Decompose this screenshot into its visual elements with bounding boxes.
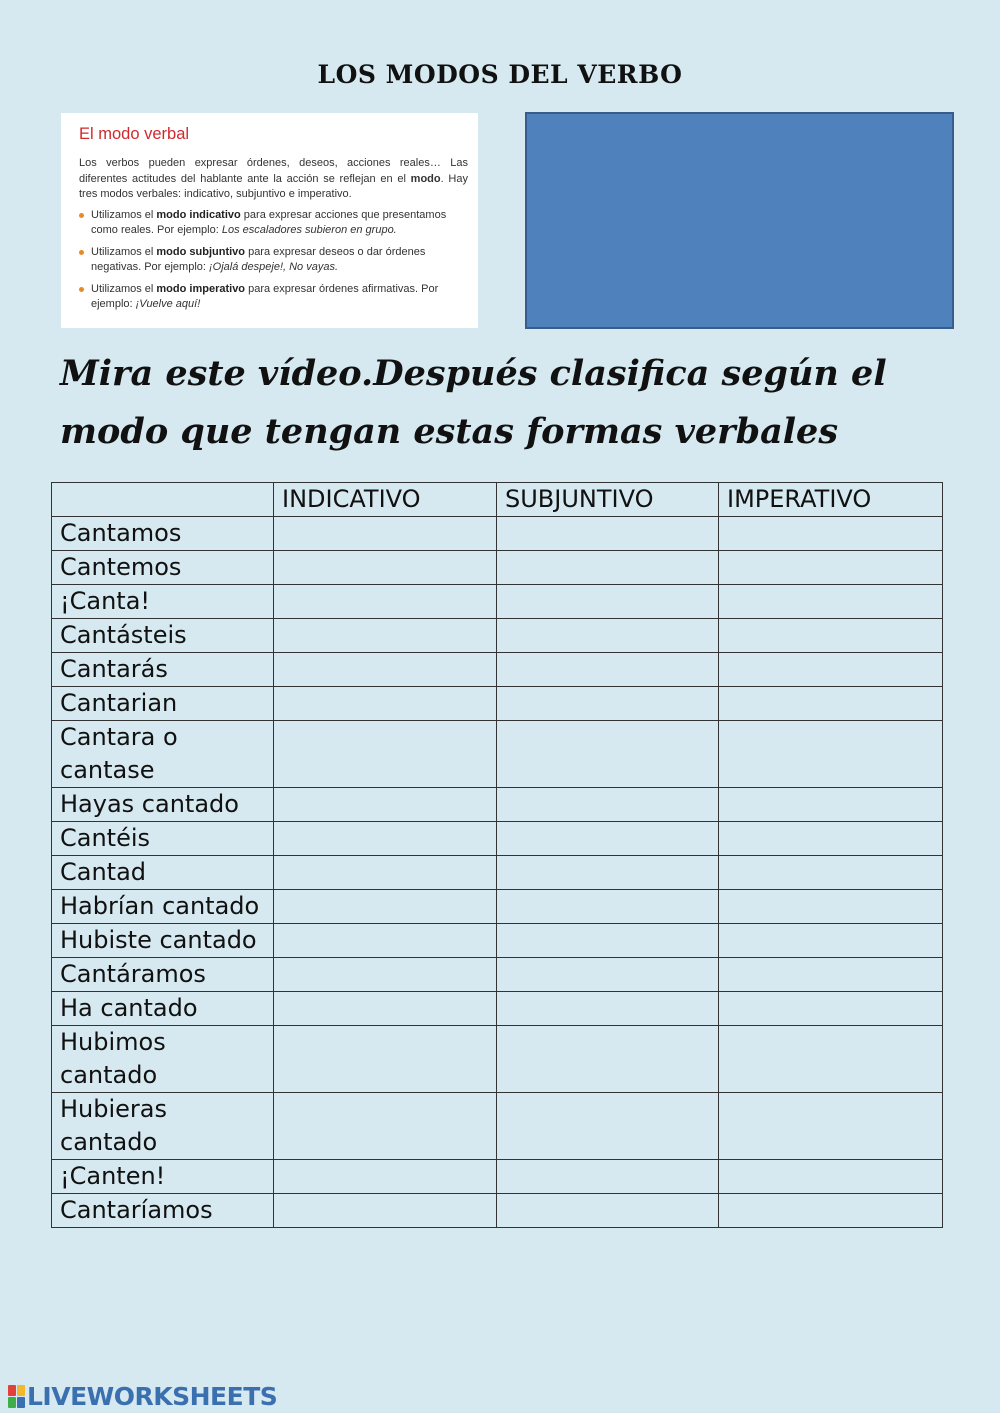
logo-square-red <box>8 1385 16 1396</box>
verb-form-cell: Cantarás <box>52 653 274 687</box>
verb-form-cell: Cantara o cantase <box>52 721 274 788</box>
table-row <box>52 585 943 619</box>
answer-cell-imperativo[interactable] <box>719 924 943 958</box>
verb-form-cell: Hayas cantado <box>52 788 274 822</box>
answer-cell-indicativo[interactable] <box>274 924 497 958</box>
table-row <box>52 517 943 551</box>
page-title: LOS MODOS DEL VERBO <box>317 60 683 89</box>
verb-form-cell: Habrían cantado <box>52 890 274 924</box>
answer-cell-imperativo[interactable] <box>719 856 943 890</box>
table-row <box>52 890 943 924</box>
header-empty <box>52 483 274 517</box>
answer-cell-subjuntivo[interactable] <box>497 788 719 822</box>
answer-cell-imperativo[interactable] <box>719 517 943 551</box>
answer-cell-subjuntivo[interactable] <box>497 1160 719 1194</box>
answer-cell-indicativo[interactable] <box>274 551 497 585</box>
info-bullet-imperativo: Utilizamos el modo imperativo para expresar órdenes afirmativas. Por ejemplo: ¡Vuelve aquí! <box>79 282 468 313</box>
answer-cell-indicativo[interactable] <box>274 1026 497 1093</box>
liveworksheets-logo <box>8 1382 277 1410</box>
verb-form-cell: Hubieras cantado <box>52 1093 274 1160</box>
answer-cell-imperativo[interactable] <box>719 585 943 619</box>
answer-cell-indicativo[interactable] <box>274 1194 497 1228</box>
answer-cell-imperativo[interactable] <box>719 653 943 687</box>
verb-form-cell: Cantarian <box>52 687 274 721</box>
table-row <box>52 1194 943 1228</box>
answer-cell-imperativo[interactable] <box>719 551 943 585</box>
verb-form-cell: Ha cantado <box>52 992 274 1026</box>
logo-square-green <box>8 1397 16 1408</box>
answer-cell-indicativo[interactable] <box>274 653 497 687</box>
table-row <box>52 551 943 585</box>
verb-form-cell: ¡Canten! <box>52 1160 274 1194</box>
answer-cell-imperativo[interactable] <box>719 1093 943 1160</box>
answer-cell-indicativo[interactable] <box>274 890 497 924</box>
logo-square-blue <box>17 1397 25 1408</box>
answer-cell-subjuntivo[interactable] <box>497 619 719 653</box>
table-row <box>52 822 943 856</box>
answer-cell-indicativo[interactable] <box>274 856 497 890</box>
answer-cell-indicativo[interactable] <box>274 585 497 619</box>
info-bullet-subjuntivo: Utilizamos el modo subjuntivo para expresar deseos o dar órdenes negativas. Por ejemplo: ¡Ojalá despeje!, No vayas. <box>79 245 468 276</box>
table-header-row <box>52 483 943 517</box>
answer-cell-indicativo[interactable] <box>274 822 497 856</box>
answer-cell-indicativo[interactable] <box>274 517 497 551</box>
table-row <box>52 788 943 822</box>
header-indicativo: INDICATIVO <box>274 483 497 517</box>
info-intro: Los verbos pueden expresar órdenes, deseos, acciones reales… Las diferentes actitudes del hablante ante la acción se reflejan en el modo. Hay tres modos verbales: indicativo, subjuntivo e imperativo. <box>79 157 468 200</box>
answer-cell-indicativo[interactable] <box>274 1093 497 1160</box>
verb-form-cell: Cantemos <box>52 551 274 585</box>
answer-cell-subjuntivo[interactable] <box>497 924 719 958</box>
verb-form-cell: Cantamos <box>52 517 274 551</box>
answer-cell-indicativo[interactable] <box>274 958 497 992</box>
verb-form-cell: Hubiste cantado <box>52 924 274 958</box>
answer-cell-indicativo[interactable] <box>274 687 497 721</box>
answer-cell-imperativo[interactable] <box>719 890 943 924</box>
logo-square-yellow <box>17 1385 25 1396</box>
table-row <box>52 721 943 788</box>
answer-cell-subjuntivo[interactable] <box>497 551 719 585</box>
answer-cell-indicativo[interactable] <box>274 721 497 788</box>
verb-form-cell: Hubimos cantado <box>52 1026 274 1093</box>
answer-cell-imperativo[interactable] <box>719 687 943 721</box>
table-row <box>52 687 943 721</box>
answer-cell-imperativo[interactable] <box>719 958 943 992</box>
table-row <box>52 1093 943 1160</box>
info-heading: El modo verbal <box>79 125 190 143</box>
header-subjuntivo: SUBJUNTIVO <box>497 483 719 517</box>
answer-cell-indicativo[interactable] <box>274 788 497 822</box>
answer-cell-imperativo[interactable] <box>719 1160 943 1194</box>
table-row <box>52 619 943 653</box>
answer-cell-imperativo[interactable] <box>719 619 943 653</box>
answer-cell-subjuntivo[interactable] <box>497 856 719 890</box>
classification-table <box>51 482 943 1228</box>
answer-cell-subjuntivo[interactable] <box>497 517 719 551</box>
answer-cell-indicativo[interactable] <box>274 619 497 653</box>
grammar-info-box <box>61 113 478 328</box>
verb-form-cell: ¡Canta! <box>52 585 274 619</box>
answer-cell-subjuntivo[interactable] <box>497 822 719 856</box>
answer-cell-imperativo[interactable] <box>719 1026 943 1093</box>
verb-form-cell: Cantáramos <box>52 958 274 992</box>
answer-cell-subjuntivo[interactable] <box>497 1093 719 1160</box>
liveworksheets-logo-icon <box>8 1385 25 1407</box>
answer-cell-subjuntivo[interactable] <box>497 653 719 687</box>
verb-form-cell: Cantásteis <box>52 619 274 653</box>
answer-cell-subjuntivo[interactable] <box>497 1194 719 1228</box>
answer-cell-imperativo[interactable] <box>719 992 943 1026</box>
answer-cell-subjuntivo[interactable] <box>497 890 719 924</box>
header-imperativo: IMPERATIVO <box>719 483 943 517</box>
answer-cell-subjuntivo[interactable] <box>497 958 719 992</box>
table-row <box>52 924 943 958</box>
video-placeholder[interactable] <box>525 112 954 329</box>
instruction-text: Mira este vídeo.Después clasifica según el modo que tengan estas formas verbales <box>60 353 887 452</box>
table-row <box>52 992 943 1026</box>
answer-cell-subjuntivo[interactable] <box>497 992 719 1026</box>
verb-form-cell: Cantéis <box>52 822 274 856</box>
logo-text: LIVEWORKSHEETS <box>27 1381 278 1411</box>
answer-cell-subjuntivo[interactable] <box>497 585 719 619</box>
answer-cell-subjuntivo[interactable] <box>497 687 719 721</box>
answer-cell-subjuntivo[interactable] <box>497 1026 719 1093</box>
answer-cell-subjuntivo[interactable] <box>497 721 719 788</box>
answer-cell-imperativo[interactable] <box>719 822 943 856</box>
table-row <box>52 1160 943 1194</box>
info-bullet-indicativo: Utilizamos el modo indicativo para expresar acciones que presentamos como reales. Por ejemplo: Los escaladores subieron en grupo. <box>79 208 468 239</box>
table-row <box>52 653 943 687</box>
table-row <box>52 856 943 890</box>
info-bullet-list <box>79 208 468 313</box>
verb-form-cell: Cantaríamos <box>52 1194 274 1228</box>
verb-form-cell: Cantad <box>52 856 274 890</box>
answer-cell-imperativo[interactable] <box>719 1194 943 1228</box>
answer-cell-indicativo[interactable] <box>274 1160 497 1194</box>
answer-cell-imperativo[interactable] <box>719 788 943 822</box>
table-row <box>52 1026 943 1093</box>
table-row <box>52 958 943 992</box>
answer-cell-imperativo[interactable] <box>719 721 943 788</box>
answer-cell-indicativo[interactable] <box>274 992 497 1026</box>
